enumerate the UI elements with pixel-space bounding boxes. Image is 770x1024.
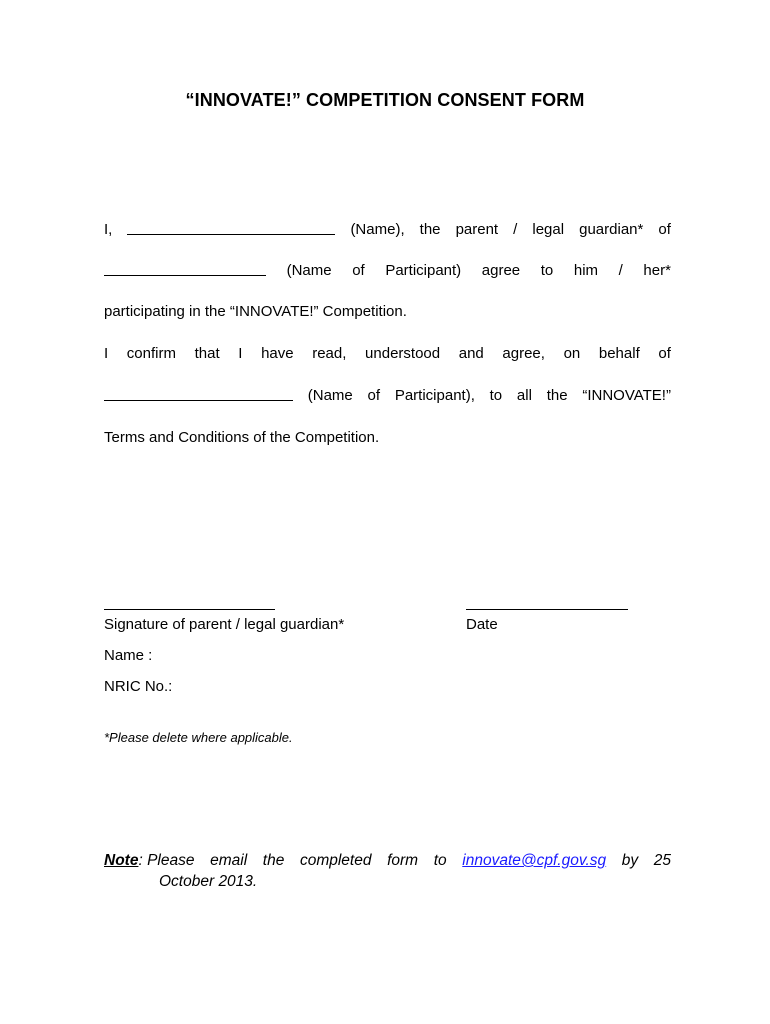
word: / (618, 262, 623, 279)
para2-line3: Terms and Conditions of the Competition. (104, 429, 380, 446)
para1-line2 (104, 261, 671, 281)
pronoun-i: I, (104, 221, 113, 238)
date-line[interactable] (466, 609, 628, 610)
word: to (540, 262, 554, 279)
word: / (513, 221, 518, 238)
word: Participant), (394, 387, 475, 404)
word: read, (312, 345, 347, 362)
word: to (489, 387, 503, 404)
note-line2: October 2013. (159, 873, 258, 890)
word: of (658, 345, 671, 362)
word: the (546, 387, 568, 404)
word: completed (299, 852, 372, 869)
word: the (419, 221, 441, 238)
word: confirm (126, 345, 176, 362)
word: of (658, 221, 671, 238)
word: the (262, 852, 285, 869)
word: (Name (286, 262, 332, 279)
word: agree, (502, 345, 545, 362)
word: behalf (598, 345, 640, 362)
word: her* (643, 262, 671, 279)
word: that (194, 345, 220, 362)
word: and (458, 345, 484, 362)
word: : Please (138, 852, 195, 869)
word: understood (365, 345, 441, 362)
word: Participant) (385, 262, 462, 279)
para2-line2 (104, 386, 671, 406)
word: form (387, 852, 419, 869)
date-label: Date (466, 616, 498, 633)
word: of (367, 387, 381, 404)
word: I (238, 345, 243, 362)
parent-name-blank[interactable] (127, 220, 335, 235)
word: I (104, 345, 109, 362)
word: parent (455, 221, 499, 238)
word: have (261, 345, 294, 362)
word: (Name), (350, 221, 405, 238)
para2-line1 (104, 344, 671, 364)
participant-name-blank-2[interactable] (104, 386, 293, 401)
signature-line[interactable] (104, 609, 275, 610)
word: all (516, 387, 532, 404)
word: by (621, 852, 639, 869)
email-link[interactable]: innovate@cpf.gov.sg (462, 852, 607, 869)
footnote: *Please delete where applicable. (104, 730, 293, 745)
word: (Name (307, 387, 353, 404)
para1-line1 (104, 220, 671, 240)
word: legal (532, 221, 565, 238)
participant-name-blank-1[interactable] (104, 261, 266, 276)
word: guardian* (579, 221, 644, 238)
word: of (352, 262, 365, 279)
form-title: “INNOVATE!” COMPETITION CONSENT FORM (185, 90, 585, 110)
word: on (563, 345, 581, 362)
submission-note (104, 850, 671, 892)
nric-label: NRIC No.: (104, 678, 173, 695)
signature-label: Signature of parent / legal guardian* (104, 616, 345, 633)
word: agree (481, 262, 521, 279)
word: him (573, 262, 599, 279)
word: “INNOVATE!” (582, 387, 671, 404)
word: email (210, 852, 248, 869)
note-label: Note (104, 852, 139, 869)
name-label: Name : (104, 647, 153, 664)
word: 25 (653, 852, 671, 869)
para1-line3: participating in the “INNOVATE!” Competition. (104, 303, 407, 320)
word: to (433, 852, 447, 869)
